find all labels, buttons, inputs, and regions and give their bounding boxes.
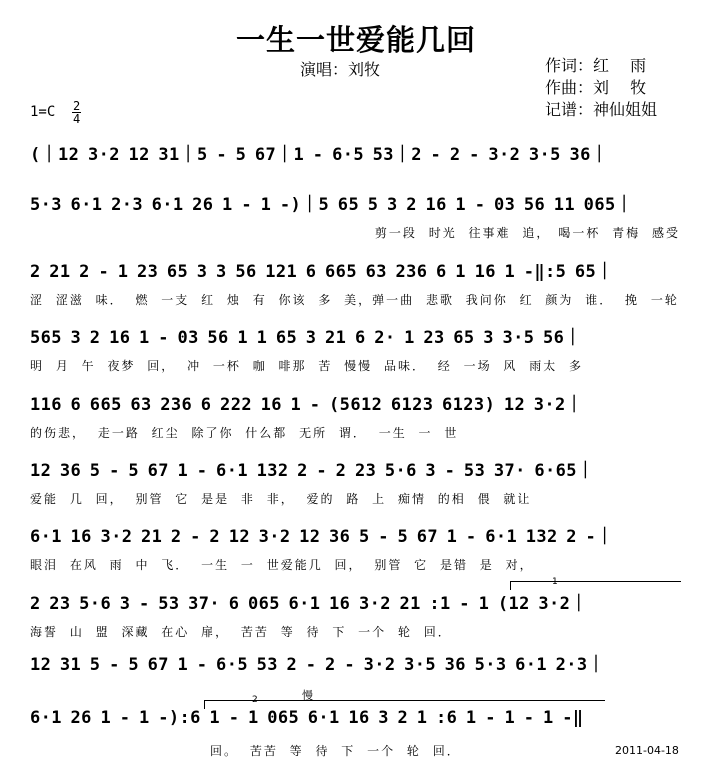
lyric-line: 爱能 几 回， 别管 它 是是 非 非， 爱的 路 上 痴情 的相 偎 就让	[30, 492, 532, 506]
notation-line: 2 23 5·6 3 - 53 37· 6 065 6·1 16 3·2 21 :1 - 1 (12 3·2｜	[30, 594, 588, 614]
notation-line: 12 36 5 - 5 67 1 - 6·1 132 2 - 2 23 5·6 3 - 53 37· 6·65｜	[30, 461, 595, 481]
meter-top: 2	[73, 99, 81, 113]
notation-line: 5·3 6·1 2·3 6·1 26 1 - 1 -)｜5 65 5 3 2 16 1 - 03 56 11 065｜	[30, 195, 633, 215]
score-system-7	[0, 522, 712, 582]
song-title: 一生一世爱能几回	[235, 23, 476, 57]
score-system-5	[0, 390, 712, 450]
singer-credit: 演唱：刘牧	[300, 60, 381, 79]
notation-line: (｜12 3·2 12 31｜5 - 5 67｜1 - 6·5 53｜2 - 2 - 3·2 3·5 36｜	[30, 145, 609, 165]
composer-credit: 作曲：刘 牧	[545, 78, 647, 97]
notation-line: 565 3 2 16 1 - 03 56 1 1 65 3 21 6 2· 1 23 65 3 3·5 56｜	[30, 328, 582, 348]
first-ending-label: 1	[552, 577, 558, 587]
lyric-line: 涩 涩滋 味． 燃 一支 红 烛 有 你该 多 美，弹一曲 悲歌 我问你 红 颜为 谁． 挽 一轮	[30, 293, 679, 307]
meter-bottom: 4	[73, 112, 81, 126]
second-ending-label: 2	[252, 695, 258, 705]
score-system-2	[0, 190, 712, 250]
lyric-line: 明 月 午 夜梦 回， 冲 一杯 咖 啡那 苦 慢慢 品味． 经 一场 风 雨太 多	[30, 359, 584, 373]
lyric-line: 回。 苦苦 等 待 下 一个 轮 回．	[210, 744, 461, 758]
score-system-4	[0, 323, 712, 383]
notation-line: 2 21 2 - 1 23 65 3 3 56 121 6 665 63 236 6 1 16 1 -‖:5 65｜	[30, 262, 614, 282]
score-system-8	[0, 577, 712, 649]
notation-line: 12 31 5 - 5 67 1 - 6·5 53 2 - 2 - 3·2 3·5 36 5·3 6·1 2·3｜	[30, 655, 605, 675]
notation-line: 6·1 26 1 - 1 -):6 1 - 1 065 6·1 16 3 2 1 :6 1 - 1 - 1 -‖	[30, 708, 584, 728]
tempo-marking: 慢	[302, 689, 313, 702]
transcriber-credit: 记谱：神仙姐姐	[545, 100, 658, 119]
score-system-3	[0, 257, 712, 317]
lyric-line: 眼泪 在风 雨 中 飞． 一生 一 世爱能几 回， 别管 它 是错 是 对，	[30, 558, 534, 572]
score-system-6	[0, 456, 712, 516]
lyricist-credit: 作词：红 雨	[545, 56, 647, 75]
time-signature	[72, 100, 81, 125]
notation-line: 116 6 665 63 236 6 222 16 1 - (5612 6123 6123) 12 3·2｜	[30, 395, 584, 415]
credits-block	[545, 55, 657, 121]
lyric-line: 海誓 山 盟 深藏 在心 扉， 苦苦 等 待 下 一个 轮 回．	[30, 625, 452, 639]
score-system-10	[0, 695, 712, 768]
date-stamp: 2011-04-18	[615, 744, 679, 757]
notation-line: 6·1 16 3·2 21 2 - 2 12 3·2 12 36 5 - 5 67 1 - 6·1 132 2 -｜	[30, 527, 614, 547]
lyric-line: 的伤悲， 走一路 红尘 除了你 什么都 无所 谓． 一生 一 世	[30, 426, 459, 440]
lyric-line: 剪一段 时光 往事难 追， 喝一杯 青梅 感受	[374, 226, 680, 240]
key-signature: 1=C	[30, 104, 56, 120]
